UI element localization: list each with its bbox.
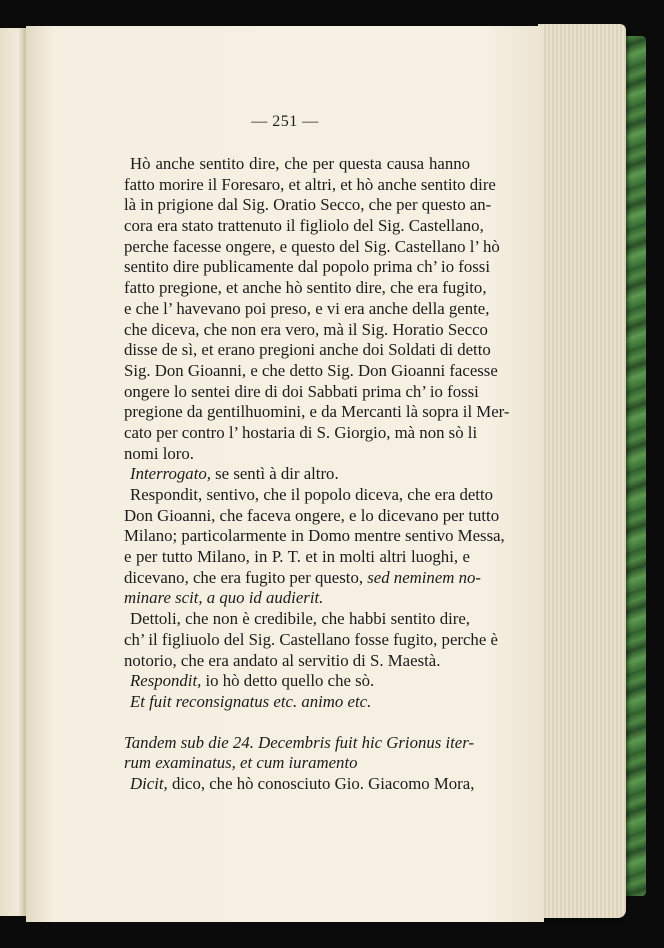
paragraph-gap xyxy=(124,713,470,733)
text-line: rum examinatus, et cum iuramento xyxy=(124,753,358,773)
latin-text: sed neminem no- xyxy=(363,567,481,587)
page-edges xyxy=(538,24,626,918)
text-line: minare scit, a quo id audierit. xyxy=(124,588,324,608)
body-text xyxy=(124,154,510,795)
line-text: dicevano, che era fugito per questo, xyxy=(124,567,364,587)
text-line: Dettoli, che non è credibile, che habbi sentito dire, xyxy=(130,609,470,629)
text-line xyxy=(124,567,481,589)
text-line: ongere lo sentei dire di doi Sabbati prima ch’ io fossi xyxy=(124,381,479,401)
speaker-label: Dicit, xyxy=(130,773,168,793)
text-line: nomi loro. xyxy=(124,443,194,463)
text-line: Milano; particolarmente in Domo mentre sentivo Messa, xyxy=(124,526,505,546)
text-line: ch’ il figliuolo del Sig. Castellano fosse fugito, perche è xyxy=(124,629,498,649)
text-line: notorio, che era andato al servitio di S. Maestà. xyxy=(124,650,441,670)
text-line xyxy=(124,464,470,485)
text-line: Respondit, sentivo, che il popolo diceva, che era detto xyxy=(130,485,494,504)
text-line: Don Gioanni, che faceva ongere, e lo dicevano per tutto xyxy=(124,505,500,525)
text-line xyxy=(124,671,470,692)
text-line: Sig. Don Gioanni, e che detto Sig. Don Gioanni facesse xyxy=(124,360,498,380)
speaker-label: Interrogato, xyxy=(130,464,211,484)
book-page xyxy=(26,26,544,922)
text-line xyxy=(124,773,475,795)
speaker-label: Respondit, xyxy=(130,671,202,691)
text-line: là in prigione dal Sig. Oratio Secco, che per questo an- xyxy=(124,195,492,215)
text-line: Hò anche sentito dire, che per questa causa hanno xyxy=(130,154,470,173)
text-line: fatto pregione, et anche hò sentito dire, che era fugito, xyxy=(124,278,487,298)
text-line: Tandem sub die 24. Decembris fuit hic Grionus iter- xyxy=(124,732,475,752)
page-number: — 251 — xyxy=(251,113,319,130)
line-text: se sentì à dir altro. xyxy=(210,464,339,484)
text-line: che diceva, che non era vero, mà il Sig. Horatio Secco xyxy=(124,319,488,339)
text-line: sentito dire publicamente dal popolo prima ch’ io fossi xyxy=(124,257,490,277)
facing-page-edge xyxy=(0,28,26,916)
text-line: pregione da gentilhuomini, e da Mercanti là sopra il Mer- xyxy=(124,402,510,422)
text-line: fatto morire il Foresaro, et altri, et hò anche sentito dire xyxy=(124,174,496,194)
text-line: disse de sì, et erano pregioni anche doi Soldati di detto xyxy=(124,340,491,360)
line-text: io hò detto quello che sò. xyxy=(201,671,375,691)
text-line: cato per contro l’ hostaria di S. Giorgio, mà non sò li xyxy=(124,422,478,442)
text-line: e che l’ havevano poi preso, e vi era anche della gente, xyxy=(124,298,490,318)
text-line: perche facesse ongere, e questo del Sig. Castellano l’ hò xyxy=(124,236,500,256)
text-line: e per tutto Milano, in P. T. et in molti altri luoghi, e xyxy=(124,547,470,567)
text-line: cora era stato trattenuto il figliolo del Sig. Castellano, xyxy=(124,216,484,236)
text-line: Et fuit reconsignatus etc. animo etc. xyxy=(130,691,372,711)
line-text: dico, che hò conosciuto Gio. Giacomo Mora, xyxy=(167,773,475,793)
